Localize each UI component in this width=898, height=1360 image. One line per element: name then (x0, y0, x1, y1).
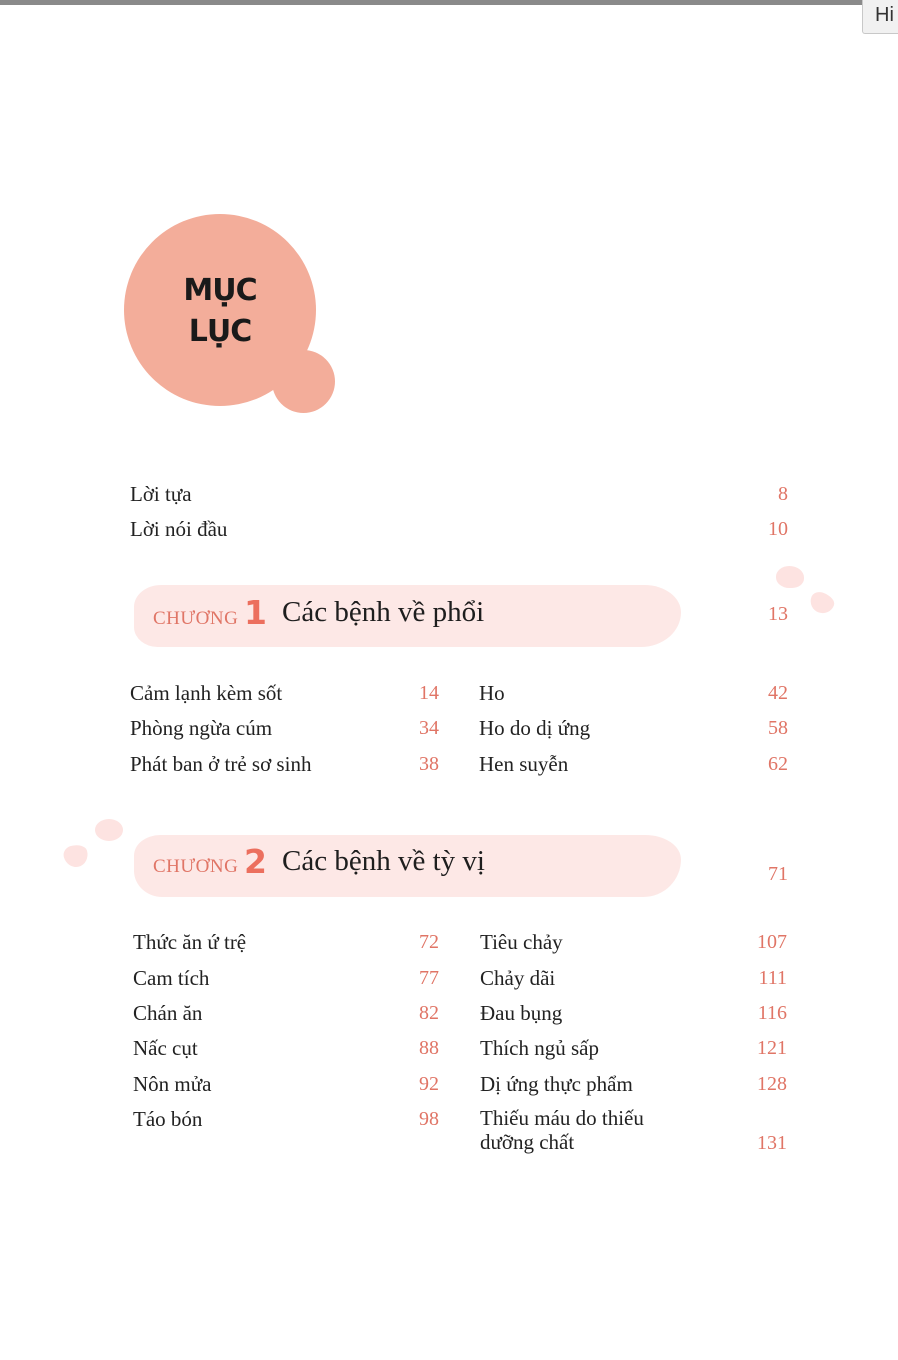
toc-entry-label[interactable]: Đau bụng (480, 1001, 563, 1025)
toc-entry-label[interactable]: Phát ban ở trẻ sơ sinh (130, 752, 312, 776)
chapter-page: 13 (768, 603, 788, 625)
toc-entry-label[interactable]: Hen suyễn (479, 752, 569, 776)
toc-entry-page: 92 (419, 1073, 439, 1095)
toc-entry-page: 131 (757, 1132, 787, 1154)
decor-blob (95, 819, 123, 841)
toc-entry-label[interactable]: Tiêu chảy (480, 930, 563, 954)
toc-entry-label-line-2: dưỡng chất (480, 1130, 575, 1154)
toc-entry-label[interactable]: Ho (479, 681, 505, 705)
toc-entry-page: 62 (768, 753, 788, 775)
decor-heart (807, 589, 836, 616)
toc-entry-label-line-1: Thiếu máu do thiếu (480, 1106, 644, 1130)
toc-entry-page: 128 (757, 1073, 787, 1095)
toc-entry-label[interactable]: Nấc cụt (133, 1036, 198, 1060)
toc-entry-page: 72 (419, 931, 439, 953)
toc-entry-page: 98 (419, 1108, 439, 1130)
toc-entry-page: 82 (419, 1002, 439, 1024)
chapter-title[interactable]: Các bệnh về phổi (282, 596, 485, 628)
toc-entry-page: 58 (768, 717, 788, 739)
toc-entry-page: 77 (419, 967, 439, 989)
top-edge-bar (0, 0, 898, 5)
decor-heart (62, 842, 91, 869)
toc-entry-label[interactable]: Dị ứng thực phẩm (480, 1072, 633, 1096)
toc-entry-label[interactable]: Lời tựa (130, 482, 192, 506)
chapter-label: CHƯƠNG (153, 608, 239, 629)
toc-entry-label[interactable]: Lời nói đầu (130, 517, 228, 541)
chapter-number: 1 (244, 593, 267, 632)
toc-entry-label[interactable]: Thích ngủ sấp (480, 1036, 599, 1060)
toc-entry-page: 107 (757, 931, 787, 953)
decor-blob (776, 566, 804, 588)
toc-entry-label[interactable]: Ho do dị ứng (479, 716, 591, 740)
toc-entry-label[interactable]: Cam tích (133, 966, 210, 990)
chapter-page: 71 (768, 863, 788, 885)
toc-entry-page: 38 (419, 753, 439, 775)
toc-entry-label-multiline[interactable] (480, 1106, 644, 1154)
hint-tab[interactable]: Hi (862, 0, 898, 34)
toc-entry-page: 111 (758, 967, 787, 989)
toc-entry-label[interactable]: Cảm lạnh kèm sốt (130, 681, 283, 705)
chapter-title[interactable]: Các bệnh về tỳ vị (282, 845, 485, 877)
toc-entry-label[interactable]: Nôn mửa (133, 1072, 212, 1096)
page-title-line-1: MỤC (183, 273, 257, 308)
page-title-line-2: LỤC (188, 314, 252, 349)
toc-entry-label[interactable]: Táo bón (133, 1107, 203, 1131)
toc-entry-page: 34 (419, 717, 439, 739)
toc-entry-label[interactable]: Thức ăn ứ trệ (133, 930, 247, 954)
chapter-number: 2 (244, 842, 267, 881)
toc-entry-label[interactable]: Phòng ngừa cúm (130, 716, 273, 740)
toc-entry-page: 10 (768, 518, 788, 540)
toc-entry-page: 8 (778, 483, 788, 505)
toc-entry-page: 88 (419, 1037, 439, 1059)
toc-entry-page: 42 (768, 682, 788, 704)
page-title (124, 270, 316, 352)
chapter-label: CHƯƠNG (153, 856, 239, 877)
toc-entry-page: 121 (757, 1037, 787, 1059)
toc-entry-label[interactable]: Chảy dãi (480, 966, 556, 990)
toc-entry-page: 116 (757, 1002, 787, 1024)
toc-entry-page: 14 (419, 682, 439, 704)
toc-entry-label[interactable]: Chán ăn (133, 1001, 203, 1025)
title-circle-small (272, 350, 335, 413)
